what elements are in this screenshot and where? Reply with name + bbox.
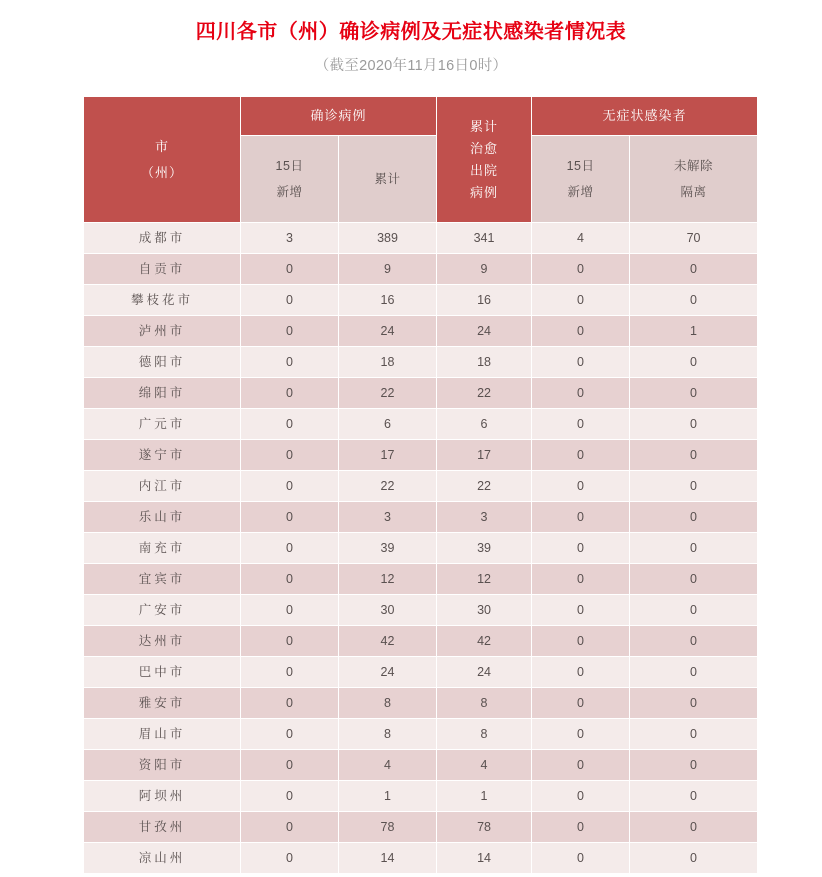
cell-asym-isolated: 0 <box>630 409 758 440</box>
table-body <box>84 223 758 874</box>
title-block <box>0 0 822 77</box>
cell-city: 绵阳市 <box>84 378 241 409</box>
cell-asym-new: 0 <box>532 750 630 781</box>
cell-asym-new: 0 <box>532 409 630 440</box>
table-row <box>84 595 758 626</box>
cell-city: 甘孜州 <box>84 812 241 843</box>
cell-cured-total: 22 <box>437 471 532 502</box>
header-city-line2: （州） <box>140 164 183 180</box>
page-title: 四川各市（州）确诊病例及无症状感染者情况表 <box>195 21 627 43</box>
cell-cured-total: 14 <box>437 843 532 874</box>
cell-cured-total: 8 <box>437 688 532 719</box>
header-confirmed-new <box>241 136 339 223</box>
cell-confirmed-new: 0 <box>241 719 339 750</box>
cell-asym-isolated: 0 <box>630 688 758 719</box>
cell-asym-new: 0 <box>532 285 630 316</box>
cell-asym-new: 0 <box>532 378 630 409</box>
cell-confirmed-total: 17 <box>339 440 437 471</box>
cell-city: 乐山市 <box>84 502 241 533</box>
cell-cured-total: 3 <box>437 502 532 533</box>
cell-confirmed-new: 3 <box>241 223 339 254</box>
cell-confirmed-total: 22 <box>339 471 437 502</box>
header-confirmed-new-line1: 15日 <box>275 159 304 173</box>
cell-confirmed-new: 0 <box>241 378 339 409</box>
cell-city: 成都市 <box>84 223 241 254</box>
cell-asym-isolated: 0 <box>630 719 758 750</box>
cell-city: 广元市 <box>84 409 241 440</box>
cell-cured-total: 30 <box>437 595 532 626</box>
cell-asym-new: 0 <box>532 657 630 688</box>
cell-cured-total: 1 <box>437 781 532 812</box>
cell-city: 泸州市 <box>84 316 241 347</box>
cell-asym-isolated: 0 <box>630 843 758 874</box>
table-row <box>84 502 758 533</box>
header-asymptomatic-isolated <box>630 136 758 223</box>
header-asymptomatic-new-line2: 新增 <box>567 185 594 199</box>
cell-confirmed-total: 24 <box>339 657 437 688</box>
cell-confirmed-new: 0 <box>241 347 339 378</box>
cell-confirmed-new: 0 <box>241 657 339 688</box>
covid-statistics-table <box>83 96 758 874</box>
cell-asym-isolated: 0 <box>630 657 758 688</box>
cell-asym-new: 0 <box>532 347 630 378</box>
table-row <box>84 626 758 657</box>
header-asymptomatic-isolated-line2: 隔离 <box>680 185 707 199</box>
table-row <box>84 564 758 595</box>
table-row <box>84 812 758 843</box>
cell-cured-total: 17 <box>437 440 532 471</box>
header-city <box>84 97 241 223</box>
table-row <box>84 533 758 564</box>
cell-asym-isolated: 0 <box>630 502 758 533</box>
cell-city: 攀枝花市 <box>84 285 241 316</box>
cell-confirmed-total: 24 <box>339 316 437 347</box>
cell-asym-new: 0 <box>532 471 630 502</box>
cell-asym-new: 4 <box>532 223 630 254</box>
header-confirmed-new-line2: 新增 <box>276 185 303 199</box>
table-row <box>84 347 758 378</box>
cell-cured-total: 39 <box>437 533 532 564</box>
cell-asym-isolated: 0 <box>630 285 758 316</box>
cell-confirmed-new: 0 <box>241 812 339 843</box>
table-row <box>84 316 758 347</box>
cell-city: 凉山州 <box>84 843 241 874</box>
cell-confirmed-total: 78 <box>339 812 437 843</box>
cell-cured-total: 9 <box>437 254 532 285</box>
cell-asym-isolated: 0 <box>630 533 758 564</box>
table-row <box>84 657 758 688</box>
cell-city: 遂宁市 <box>84 440 241 471</box>
cell-city: 南充市 <box>84 533 241 564</box>
cell-confirmed-new: 0 <box>241 409 339 440</box>
cell-cured-total: 8 <box>437 719 532 750</box>
cell-asym-new: 0 <box>532 843 630 874</box>
cell-asym-isolated: 0 <box>630 750 758 781</box>
cell-confirmed-new: 0 <box>241 595 339 626</box>
cell-asym-new: 0 <box>532 719 630 750</box>
cell-asym-new: 0 <box>532 688 630 719</box>
table-row <box>84 378 758 409</box>
cell-asym-isolated: 0 <box>630 781 758 812</box>
cell-confirmed-total: 18 <box>339 347 437 378</box>
cell-asym-new: 0 <box>532 254 630 285</box>
cell-confirmed-new: 0 <box>241 316 339 347</box>
cell-city: 巴中市 <box>84 657 241 688</box>
header-cured-line4: 病例 <box>470 184 499 200</box>
cell-confirmed-new: 0 <box>241 750 339 781</box>
cell-confirmed-new: 0 <box>241 471 339 502</box>
header-city-line1: 市 <box>154 138 169 154</box>
table-row <box>84 285 758 316</box>
header-cured-line3: 出院 <box>470 162 499 178</box>
header-asymptomatic-isolated-line1: 未解除 <box>674 159 714 173</box>
page-subtitle: （截至2020年11月16日0时） <box>314 58 508 74</box>
cell-asym-new: 0 <box>532 812 630 843</box>
cell-cured-total: 42 <box>437 626 532 657</box>
cell-asym-isolated: 0 <box>630 812 758 843</box>
cell-city: 自贡市 <box>84 254 241 285</box>
cell-asym-isolated: 0 <box>630 595 758 626</box>
table-row <box>84 254 758 285</box>
cell-city: 雅安市 <box>84 688 241 719</box>
table-container <box>83 96 757 874</box>
cell-cured-total: 24 <box>437 657 532 688</box>
header-row-top <box>84 97 758 136</box>
cell-asym-new: 0 <box>532 440 630 471</box>
cell-asym-isolated: 0 <box>630 626 758 657</box>
cell-confirmed-new: 0 <box>241 533 339 564</box>
table-row <box>84 781 758 812</box>
header-cured-total <box>437 97 532 223</box>
cell-cured-total: 6 <box>437 409 532 440</box>
cell-confirmed-total: 42 <box>339 626 437 657</box>
table-row <box>84 223 758 254</box>
cell-cured-total: 4 <box>437 750 532 781</box>
cell-cured-total: 22 <box>437 378 532 409</box>
cell-city: 德阳市 <box>84 347 241 378</box>
table-row <box>84 471 758 502</box>
cell-cured-total: 24 <box>437 316 532 347</box>
table-row <box>84 750 758 781</box>
cell-city: 资阳市 <box>84 750 241 781</box>
cell-cured-total: 18 <box>437 347 532 378</box>
cell-asym-new: 0 <box>532 626 630 657</box>
cell-city: 广安市 <box>84 595 241 626</box>
cell-confirmed-new: 0 <box>241 502 339 533</box>
cell-asym-new: 0 <box>532 595 630 626</box>
cell-confirmed-total: 39 <box>339 533 437 564</box>
cell-asym-new: 0 <box>532 316 630 347</box>
cell-asym-new: 0 <box>532 781 630 812</box>
cell-asym-isolated: 0 <box>630 347 758 378</box>
cell-asym-isolated: 1 <box>630 316 758 347</box>
cell-city: 内江市 <box>84 471 241 502</box>
header-cured-line2: 治愈 <box>470 140 499 156</box>
cell-confirmed-total: 1 <box>339 781 437 812</box>
header-confirmed-group: 确诊病例 <box>241 97 437 136</box>
cell-confirmed-total: 22 <box>339 378 437 409</box>
cell-confirmed-total: 4 <box>339 750 437 781</box>
cell-cured-total: 341 <box>437 223 532 254</box>
cell-city: 达州市 <box>84 626 241 657</box>
cell-asym-isolated: 0 <box>630 564 758 595</box>
cell-confirmed-new: 0 <box>241 285 339 316</box>
cell-asym-new: 0 <box>532 533 630 564</box>
cell-confirmed-new: 0 <box>241 626 339 657</box>
cell-confirmed-total: 12 <box>339 564 437 595</box>
table-row <box>84 719 758 750</box>
cell-confirmed-new: 0 <box>241 254 339 285</box>
cell-cured-total: 16 <box>437 285 532 316</box>
cell-asym-isolated: 0 <box>630 254 758 285</box>
cell-cured-total: 78 <box>437 812 532 843</box>
cell-confirmed-total: 389 <box>339 223 437 254</box>
cell-asym-isolated: 70 <box>630 223 758 254</box>
cell-asym-new: 0 <box>532 502 630 533</box>
header-asymptomatic-new-line1: 15日 <box>566 159 595 173</box>
header-cured-line1: 累计 <box>470 118 499 134</box>
cell-confirmed-new: 0 <box>241 440 339 471</box>
cell-asym-new: 0 <box>532 564 630 595</box>
cell-confirmed-total: 3 <box>339 502 437 533</box>
cell-asym-isolated: 0 <box>630 440 758 471</box>
header-asymptomatic-group: 无症状感染者 <box>532 97 758 136</box>
header-asymptomatic-new <box>532 136 630 223</box>
table-row <box>84 843 758 874</box>
cell-confirmed-total: 9 <box>339 254 437 285</box>
cell-city: 眉山市 <box>84 719 241 750</box>
cell-confirmed-total: 8 <box>339 688 437 719</box>
table-header <box>84 97 758 223</box>
cell-confirmed-new: 0 <box>241 564 339 595</box>
cell-confirmed-total: 30 <box>339 595 437 626</box>
cell-confirmed-total: 8 <box>339 719 437 750</box>
header-confirmed-total: 累计 <box>339 136 437 223</box>
cell-confirmed-total: 16 <box>339 285 437 316</box>
cell-asym-isolated: 0 <box>630 378 758 409</box>
cell-confirmed-new: 0 <box>241 781 339 812</box>
cell-confirmed-new: 0 <box>241 843 339 874</box>
table-row <box>84 688 758 719</box>
cell-city: 阿坝州 <box>84 781 241 812</box>
cell-city: 宜宾市 <box>84 564 241 595</box>
table-row <box>84 409 758 440</box>
cell-asym-isolated: 0 <box>630 471 758 502</box>
cell-confirmed-new: 0 <box>241 688 339 719</box>
cell-confirmed-total: 14 <box>339 843 437 874</box>
cell-cured-total: 12 <box>437 564 532 595</box>
cell-confirmed-total: 6 <box>339 409 437 440</box>
table-row <box>84 440 758 471</box>
